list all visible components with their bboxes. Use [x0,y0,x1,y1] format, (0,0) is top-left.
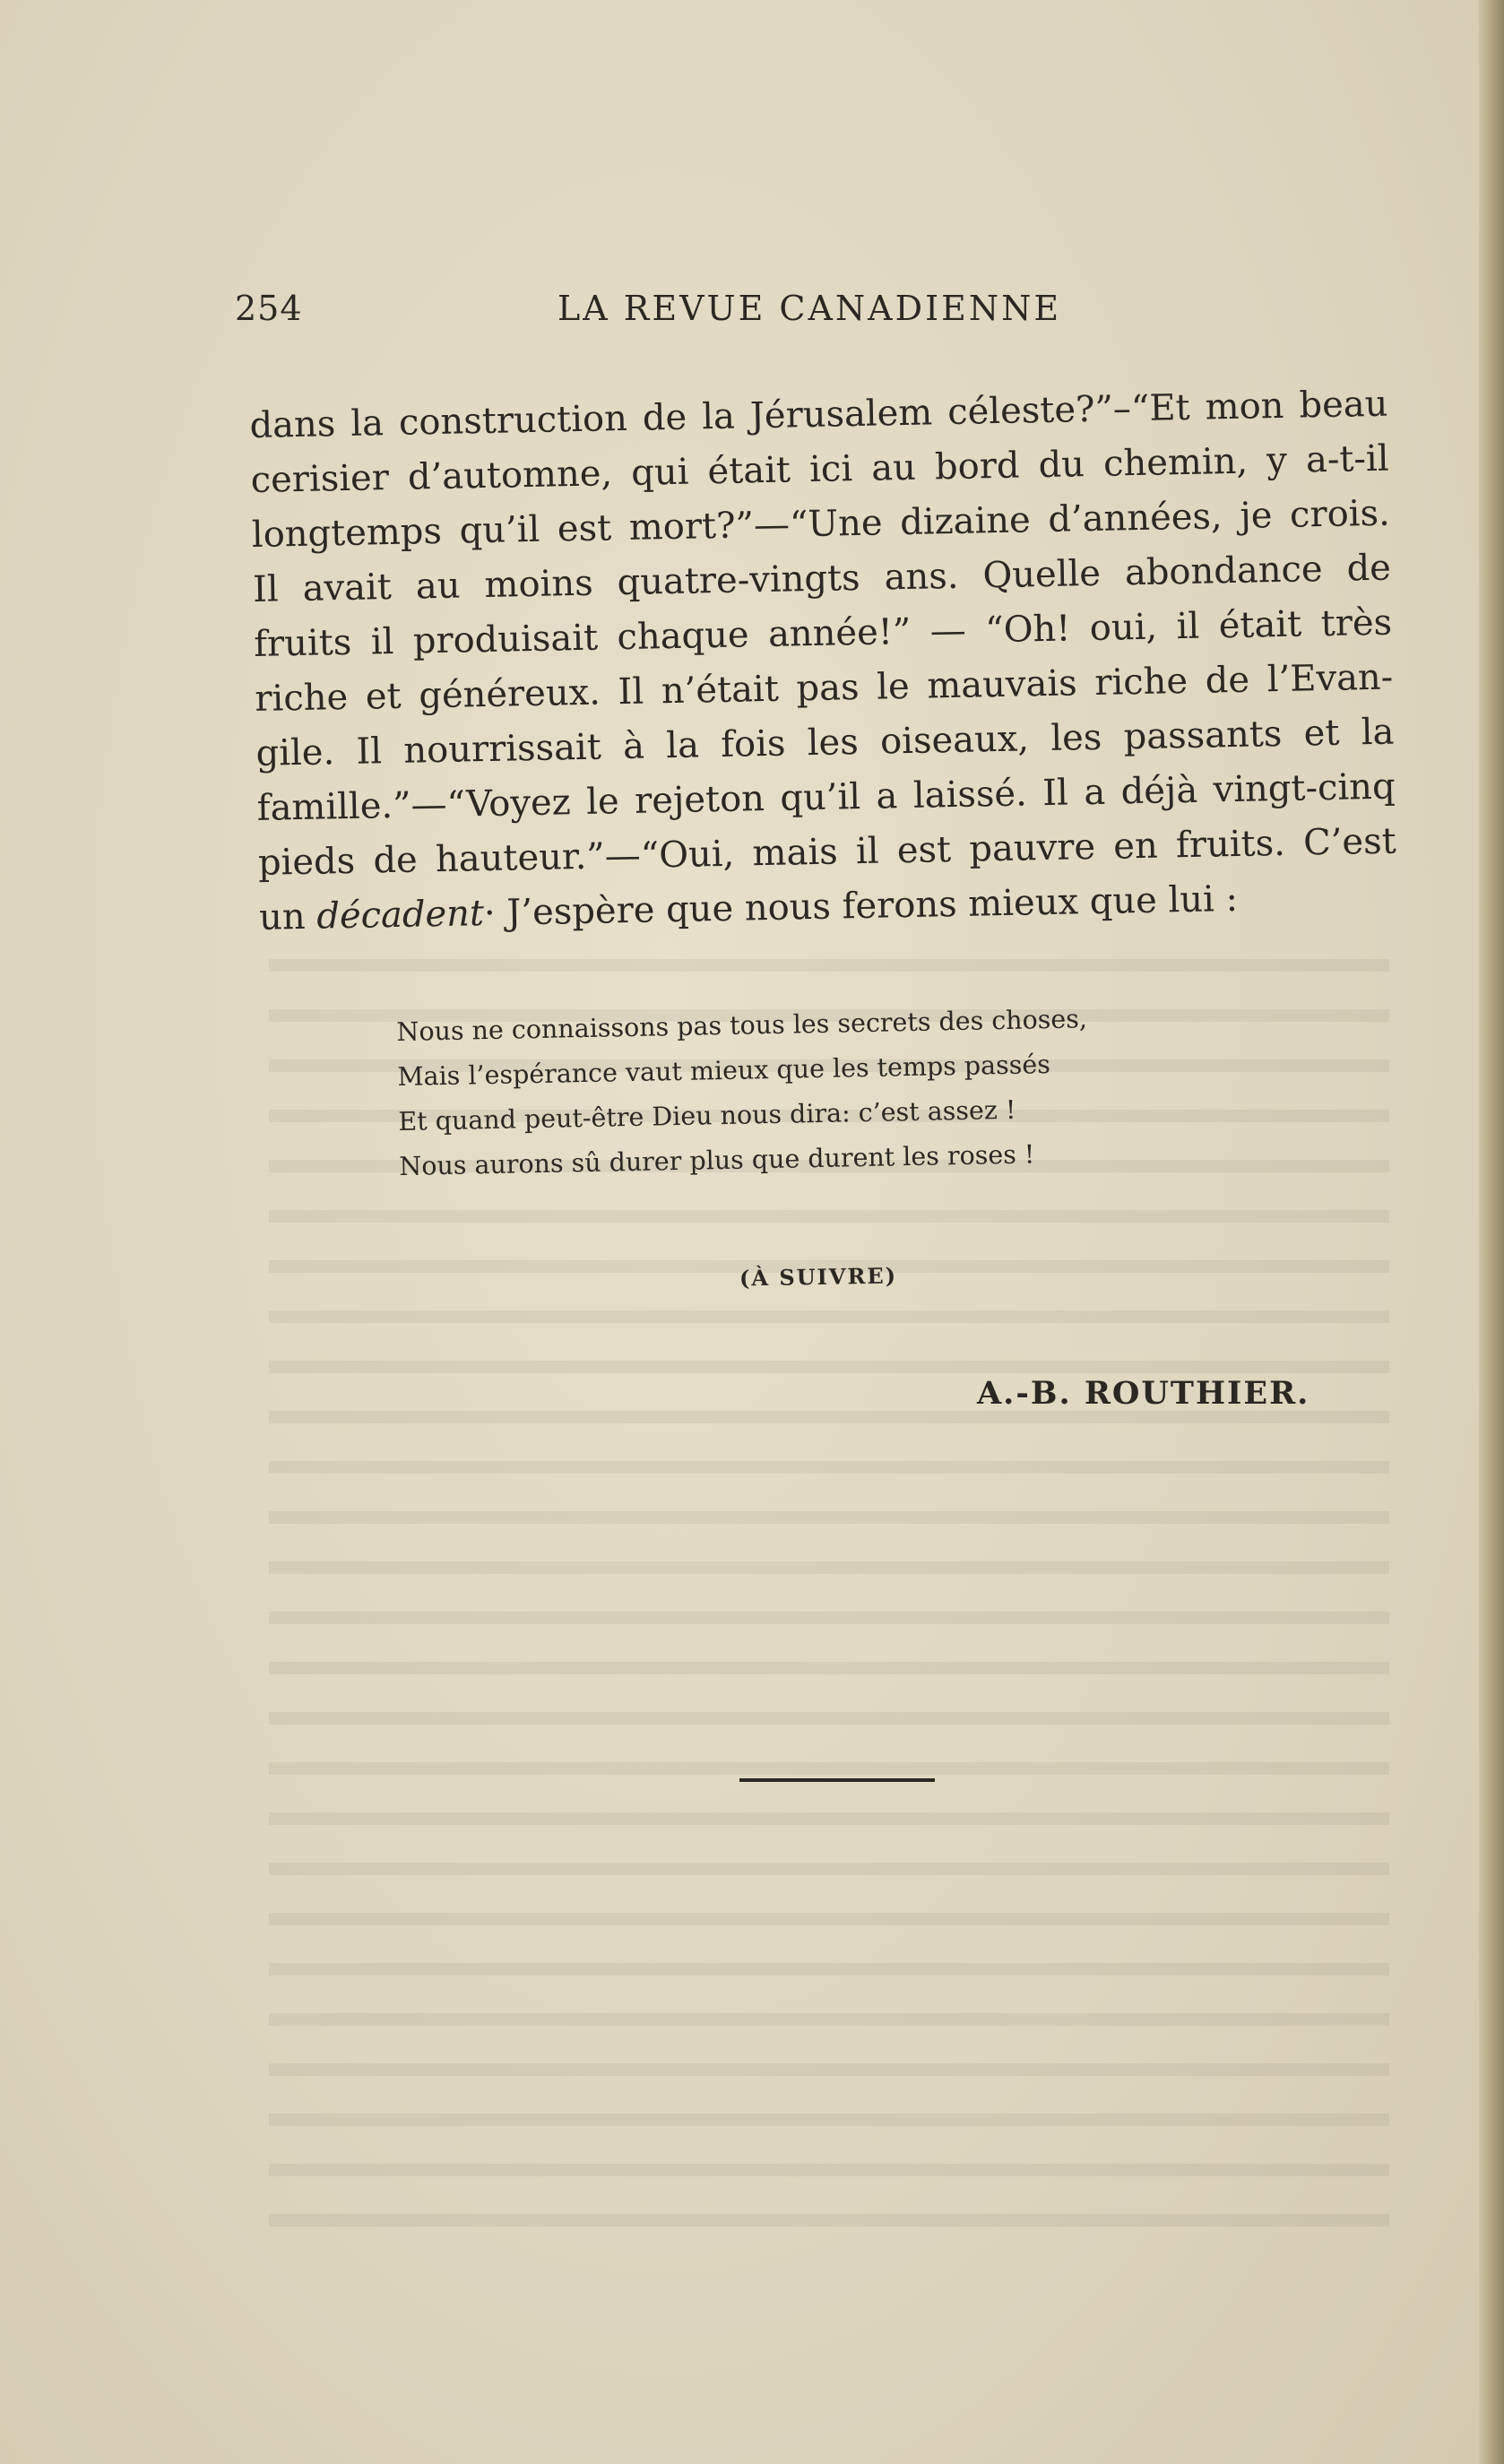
continuation-note: (À SUIVRE) [739,1262,898,1292]
page-number: 254 [235,289,303,328]
prose-line: famille.”—“Voyez le rejeton qu’il a laissé. Il a déjà vingt-cinq [256,765,1396,829]
author-signature: A.-B. ROUTHIER. [977,1375,1310,1412]
prose-line: fruits il produisait chaque année!” — “Oh! oui, il était très [253,601,1393,665]
prose-text: · J’espère que nous ferons mieux que lui : [483,878,1239,935]
verse-line: Nous ne connaissons pas tous les secrets des choses, [396,1004,1088,1047]
body-paragraph [249,377,1397,946]
prose-line: dans la construction de la Jérusalem céleste?”–“Et mon beau [249,383,1388,446]
prose-line: cerisier d’automne, qui était ici au bord du chemin, y a-t-il [250,437,1389,501]
verse-stanza [396,995,1206,1189]
running-title: LA REVUE CANADIENNE [558,289,1062,328]
italic-word: décadent [315,893,485,938]
prose-line: longtemps qu’il est mort?”—“Une dizaine d’années, je crois. [251,492,1391,556]
prose-line: pieds de hauteur.”—“Oui, mais il est pauvre en fruits. C’est [257,820,1397,884]
prose-line: gile. Il nourrissait à la fois les oiseaux, les passants et la [255,711,1395,774]
verse-line: Nous aurons sû durer plus que durent les roses ! [399,1139,1035,1181]
end-rule [739,1778,935,1782]
page-edge [1479,0,1504,2464]
verse-line: Et quand peut-être Dieu nous dira: c’est assez ! [398,1094,1016,1137]
prose-text: un [258,895,317,938]
prose-line: riche et généreux. Il n’était pas le mauvais riche de l’Evan- [254,656,1394,720]
verse-line: Mais l’espérance vaut mieux que les temps passés [397,1050,1051,1092]
prose-line: Il avait au moins quatre-vingts ans. Quelle abondance de [252,547,1392,610]
